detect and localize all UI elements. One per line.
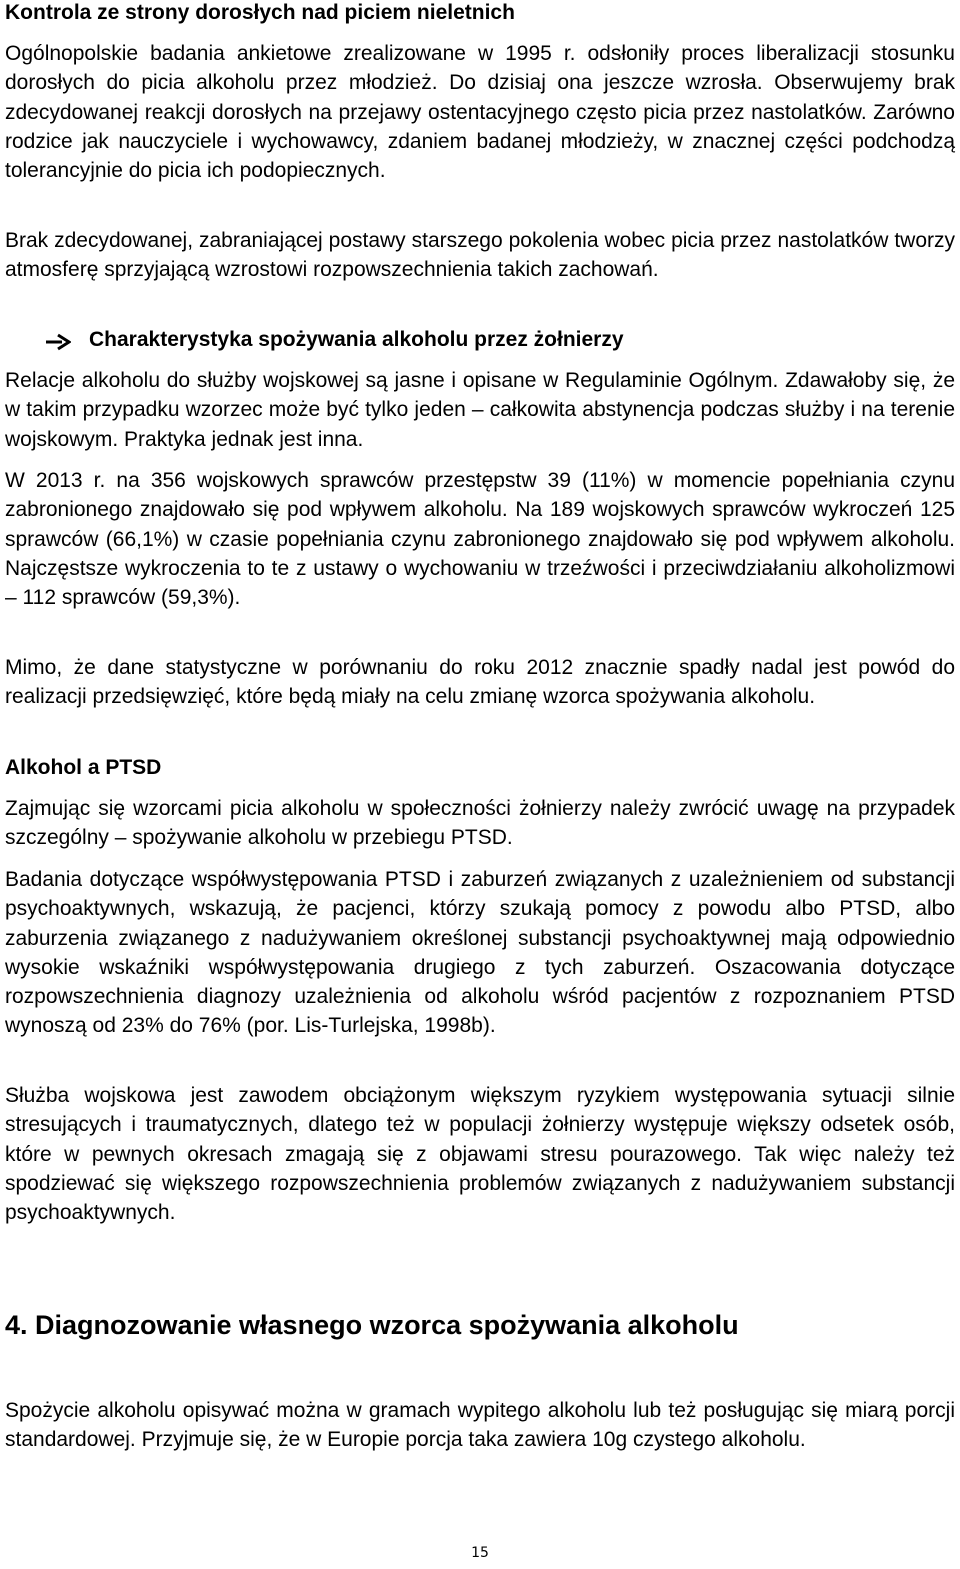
paragraph-statistics-2012: Mimo, że dane statystyczne w porównaniu do roku 2012 znacznie spadły nadal jest powód do realizacji przedsięwzięć, które będą miały na celu zmianę wzorca spożywania alkoholu. — [5, 656, 955, 709]
paragraph-lack-of-attitude: Brak zdecydowanej, zabraniającej postawy starszego pokolenia wobec picia przez nastolatków tworzy atmosferę sprzyjającą wzrostowi rozpowszechnienia takich zachowań. — [5, 229, 955, 282]
paragraph-statistics-2013: W 2013 r. na 356 wojskowych sprawców przestępstw 39 (11%) w momencie popełniania czynu zabronionego znajdowało się pod wpływem alkoholu. Na 189 wojskowych sprawców wykroczeń 125 sprawców (66,1%) w czasie popełniania czynu zabronionego znajdowało się pod wpływem alkoholu. Najczęstsze wykroczenia to te z ustawy o wychowaniu w trzeźwości i przeciwdziałaniu alkoholizmowi – 112 sprawców (59,3%). — [5, 469, 955, 610]
paragraph-liberalization: Ogólnopolskie badania ankietowe zrealizowane w 1995 r. odsłoniły proces liberalizacji stosunku dorosłych do picia alkoholu przez młodzież. Do dzisiaj ona jeszcze wzrosła. Obserwujemy brak zdecydowanej reakcji dorosłych na przejawy ostentacyjnego często picia przez nastolatków. Zarówno rodzice jak nauczyciele i wychowawcy, zdaniem badanej młodzieży, w znacznej części podchodzą tolerancyjnie do picia ich podopiecznych. — [5, 42, 955, 183]
paragraph-ptsd-research: Badania dotyczące współwystępowania PTSD i zaburzeń związanych z uzależnieniem od substancji psychoaktywnych, wskazują, że pacjenci, którzy szukają pomocy z powodu albo PTSD, albo zaburzenia związanego z nadużywaniem określonej substancji psychoaktywnej mają odpowiednio wysokie wskaźniki współwystępowania drugiego z tych zaburzeń. Oszacowania dotyczące rozpowszechnienia diagnozy uzależnienia od alkoholu wśród pacjentów z rozpoznaniem PTSD wynoszą od 23% do 76% (por. Lis-Turlejska, 1998b). — [5, 868, 955, 1038]
section-heading-ptsd: Alkohol a PTSD — [5, 756, 162, 779]
paragraph-regulations: Relacje alkoholu do służby wojskowej są jasne i opisane w Regulaminie Ogólnym. Zdawałoby się, że w takim przypadku wzorzec może być tylko jeden – całkowita abstynencja podczas służby i na terenie wojskowym. Praktyka jednak jest inna. — [5, 369, 955, 451]
section-heading-soldiers-label: Charakterystyka spożywania alkoholu przez żołnierzy — [89, 328, 624, 351]
section-heading-adults-control: Kontrola ze strony dorosłych nad piciem nieletnich — [5, 1, 515, 24]
section-heading-soldiers — [5, 326, 955, 354]
section-heading-diagnosis: 4. Diagnozowanie własnego wzorca spożywania alkoholu — [5, 1310, 739, 1340]
arrow-right-icon — [45, 331, 71, 349]
page-number: 15 — [471, 1545, 489, 1561]
paragraph-ptsd-intro: Zajmując się wzorcami picia alkoholu w społeczności żołnierzy należy zwrócić uwagę na przypadek szczególny – spożywanie alkoholu w przebiegu PTSD. — [5, 797, 955, 850]
paragraph-military-service: Służba wojskowa jest zawodem obciążonym większym ryzykiem występowania sytuacji silnie stresujących i traumatycznych, dlatego też w populacji żołnierzy występuje większy odsetek osób, które w pewnych okresach zmagają się z objawami stresu pourazowego. Tak więc należy też spodziewać się większego rozpowszechnienia problemów związanych z nadużywaniem substancji psychoaktywnych. — [5, 1084, 955, 1225]
paragraph-standard-portion: Spożycie alkoholu opisywać można w gramach wypitego alkoholu lub też posługując się miarą porcji standardowej. Przyjmuje się, że w Europie porcja taka zawiera 10g czystego alkoholu. — [5, 1399, 955, 1452]
